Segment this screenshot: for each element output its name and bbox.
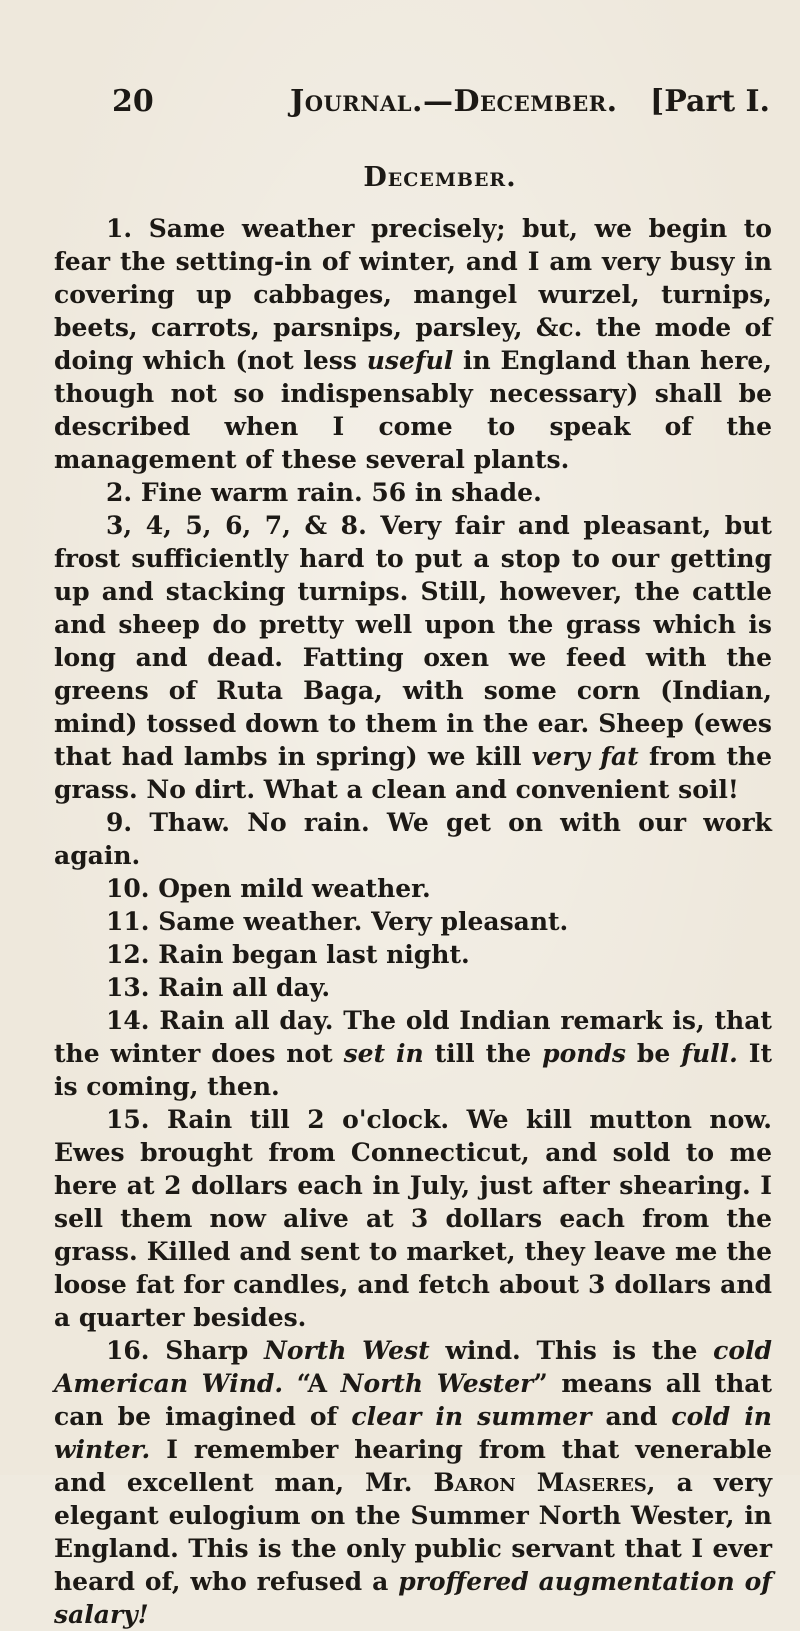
- entry-text: ” means all that can be imagined of: [54, 1369, 772, 1431]
- entry-text: Same weather. Very pleasant.: [158, 907, 569, 936]
- entry-15: [54, 1103, 772, 1334]
- journal-title: Journal.—December.: [290, 84, 618, 119]
- entry-text: wind. This is the: [429, 1336, 714, 1365]
- entry-number: 14.: [106, 1006, 150, 1035]
- running-head: [112, 80, 770, 124]
- entry-text: It is coming, then.: [54, 1039, 772, 1101]
- entry-italic: clear in summer: [351, 1402, 592, 1431]
- entry-text: “A: [283, 1369, 341, 1398]
- entry-number: 12.: [106, 940, 150, 969]
- entry-number: 2.: [106, 478, 133, 507]
- entry-italic: cold in winter.: [54, 1402, 772, 1464]
- entry-text: and: [591, 1402, 672, 1431]
- entry-text: Rain till 2 o'clock. We kill mutton now. Ewes brought from Connecticut, and sold to me here at 2 dollars each in July, just after shearing. I sell them now alive at 3 dollars each from the grass. Killed and sent to market, they leave me the loose fat for candles, and fetch about 3 dollars and a quarter besides.: [54, 1105, 772, 1332]
- entry-2: [54, 476, 772, 509]
- entry-number: 13.: [106, 973, 150, 1002]
- entry-text: , a very elegant eulogium on the Summer North Wester, in England. This is the only public servant that I ever heard of, who refused a: [54, 1468, 772, 1596]
- journal-entries: [54, 212, 772, 1631]
- entry-text: Rain began last night.: [158, 940, 470, 969]
- entry-italic: set in: [343, 1039, 424, 1068]
- entry-text: Very fair and pleasant, but frost sufficiently hard to put a stop to our getting up and stacking turnips. Still, however, the cattle and sheep do pretty well upon the grass which is long and dead. Fatting oxen we feed with the greens of Ruta Baga, with some corn (Indian, mind) tossed down to them in the ear. Sheep (ewes that had lambs in spring) we kill: [54, 511, 772, 771]
- entry-number: 10.: [106, 874, 150, 903]
- entry-number: 16.: [106, 1336, 150, 1365]
- entry-italic: cold American Wind.: [54, 1336, 772, 1398]
- entry-number: 9.: [106, 808, 133, 837]
- entry-text: Open mild weather.: [158, 874, 431, 903]
- entry-3-to-8: [54, 509, 772, 806]
- entry-9: [54, 806, 772, 872]
- entry-text: Same weather precisely; but, we begin to fear the setting-in of winter, and I am very busy in covering up cabbages, mangel wurzel, turnips, beets, carrots, parsnips, parsley, &c. the mode of doing which (not less: [54, 214, 772, 375]
- entry-italic: ponds: [542, 1039, 626, 1068]
- entry-italic: North West: [263, 1336, 430, 1365]
- entry-11: [54, 905, 772, 938]
- page-number: 20: [112, 84, 154, 119]
- entry-13: [54, 971, 772, 1004]
- entry-text: Rain all day.: [158, 973, 331, 1002]
- entry-number: 3, 4, 5, 6, 7, & 8.: [106, 511, 367, 540]
- entry-italic: proffered augmentation of salary!: [54, 1567, 772, 1629]
- entry-number: 11.: [106, 907, 150, 936]
- entry-text: be: [626, 1039, 682, 1068]
- entry-text: till the: [423, 1039, 543, 1068]
- entry-1: [54, 212, 772, 476]
- entry-italic: North Wester: [340, 1369, 534, 1398]
- entry-italic: full.: [681, 1039, 738, 1068]
- entry-text: in England than here, though not so indispensably necessary) shall be described when I come to speak of the management of these several plants.: [54, 346, 773, 474]
- entry-text: Sharp: [165, 1336, 264, 1365]
- entry-italic: very fat: [531, 742, 639, 771]
- part-label: [Part I.: [650, 84, 770, 119]
- entry-text: from the grass. No dirt. What a clean and convenient soil!: [54, 742, 773, 804]
- entry-12: [54, 938, 772, 971]
- entry-16: [54, 1334, 772, 1631]
- entry-14: [54, 1004, 772, 1103]
- entry-number: 15.: [106, 1105, 150, 1134]
- entry-text: I remember hearing from that venerable and excellent man, Mr.: [54, 1435, 772, 1497]
- entry-italic: useful: [366, 346, 454, 375]
- entry-small-caps-name: Baron Maseres: [433, 1468, 647, 1497]
- entry-10: [54, 872, 772, 905]
- entry-text: Thaw. No rain. We get on with our work again.: [54, 808, 772, 870]
- entry-text: Fine warm rain. 56 in shade.: [140, 478, 542, 507]
- section-heading: December.: [363, 162, 517, 193]
- entry-text: Rain all day. The old Indian remark is, that the winter does not: [54, 1006, 772, 1068]
- entry-number: 1.: [106, 214, 133, 243]
